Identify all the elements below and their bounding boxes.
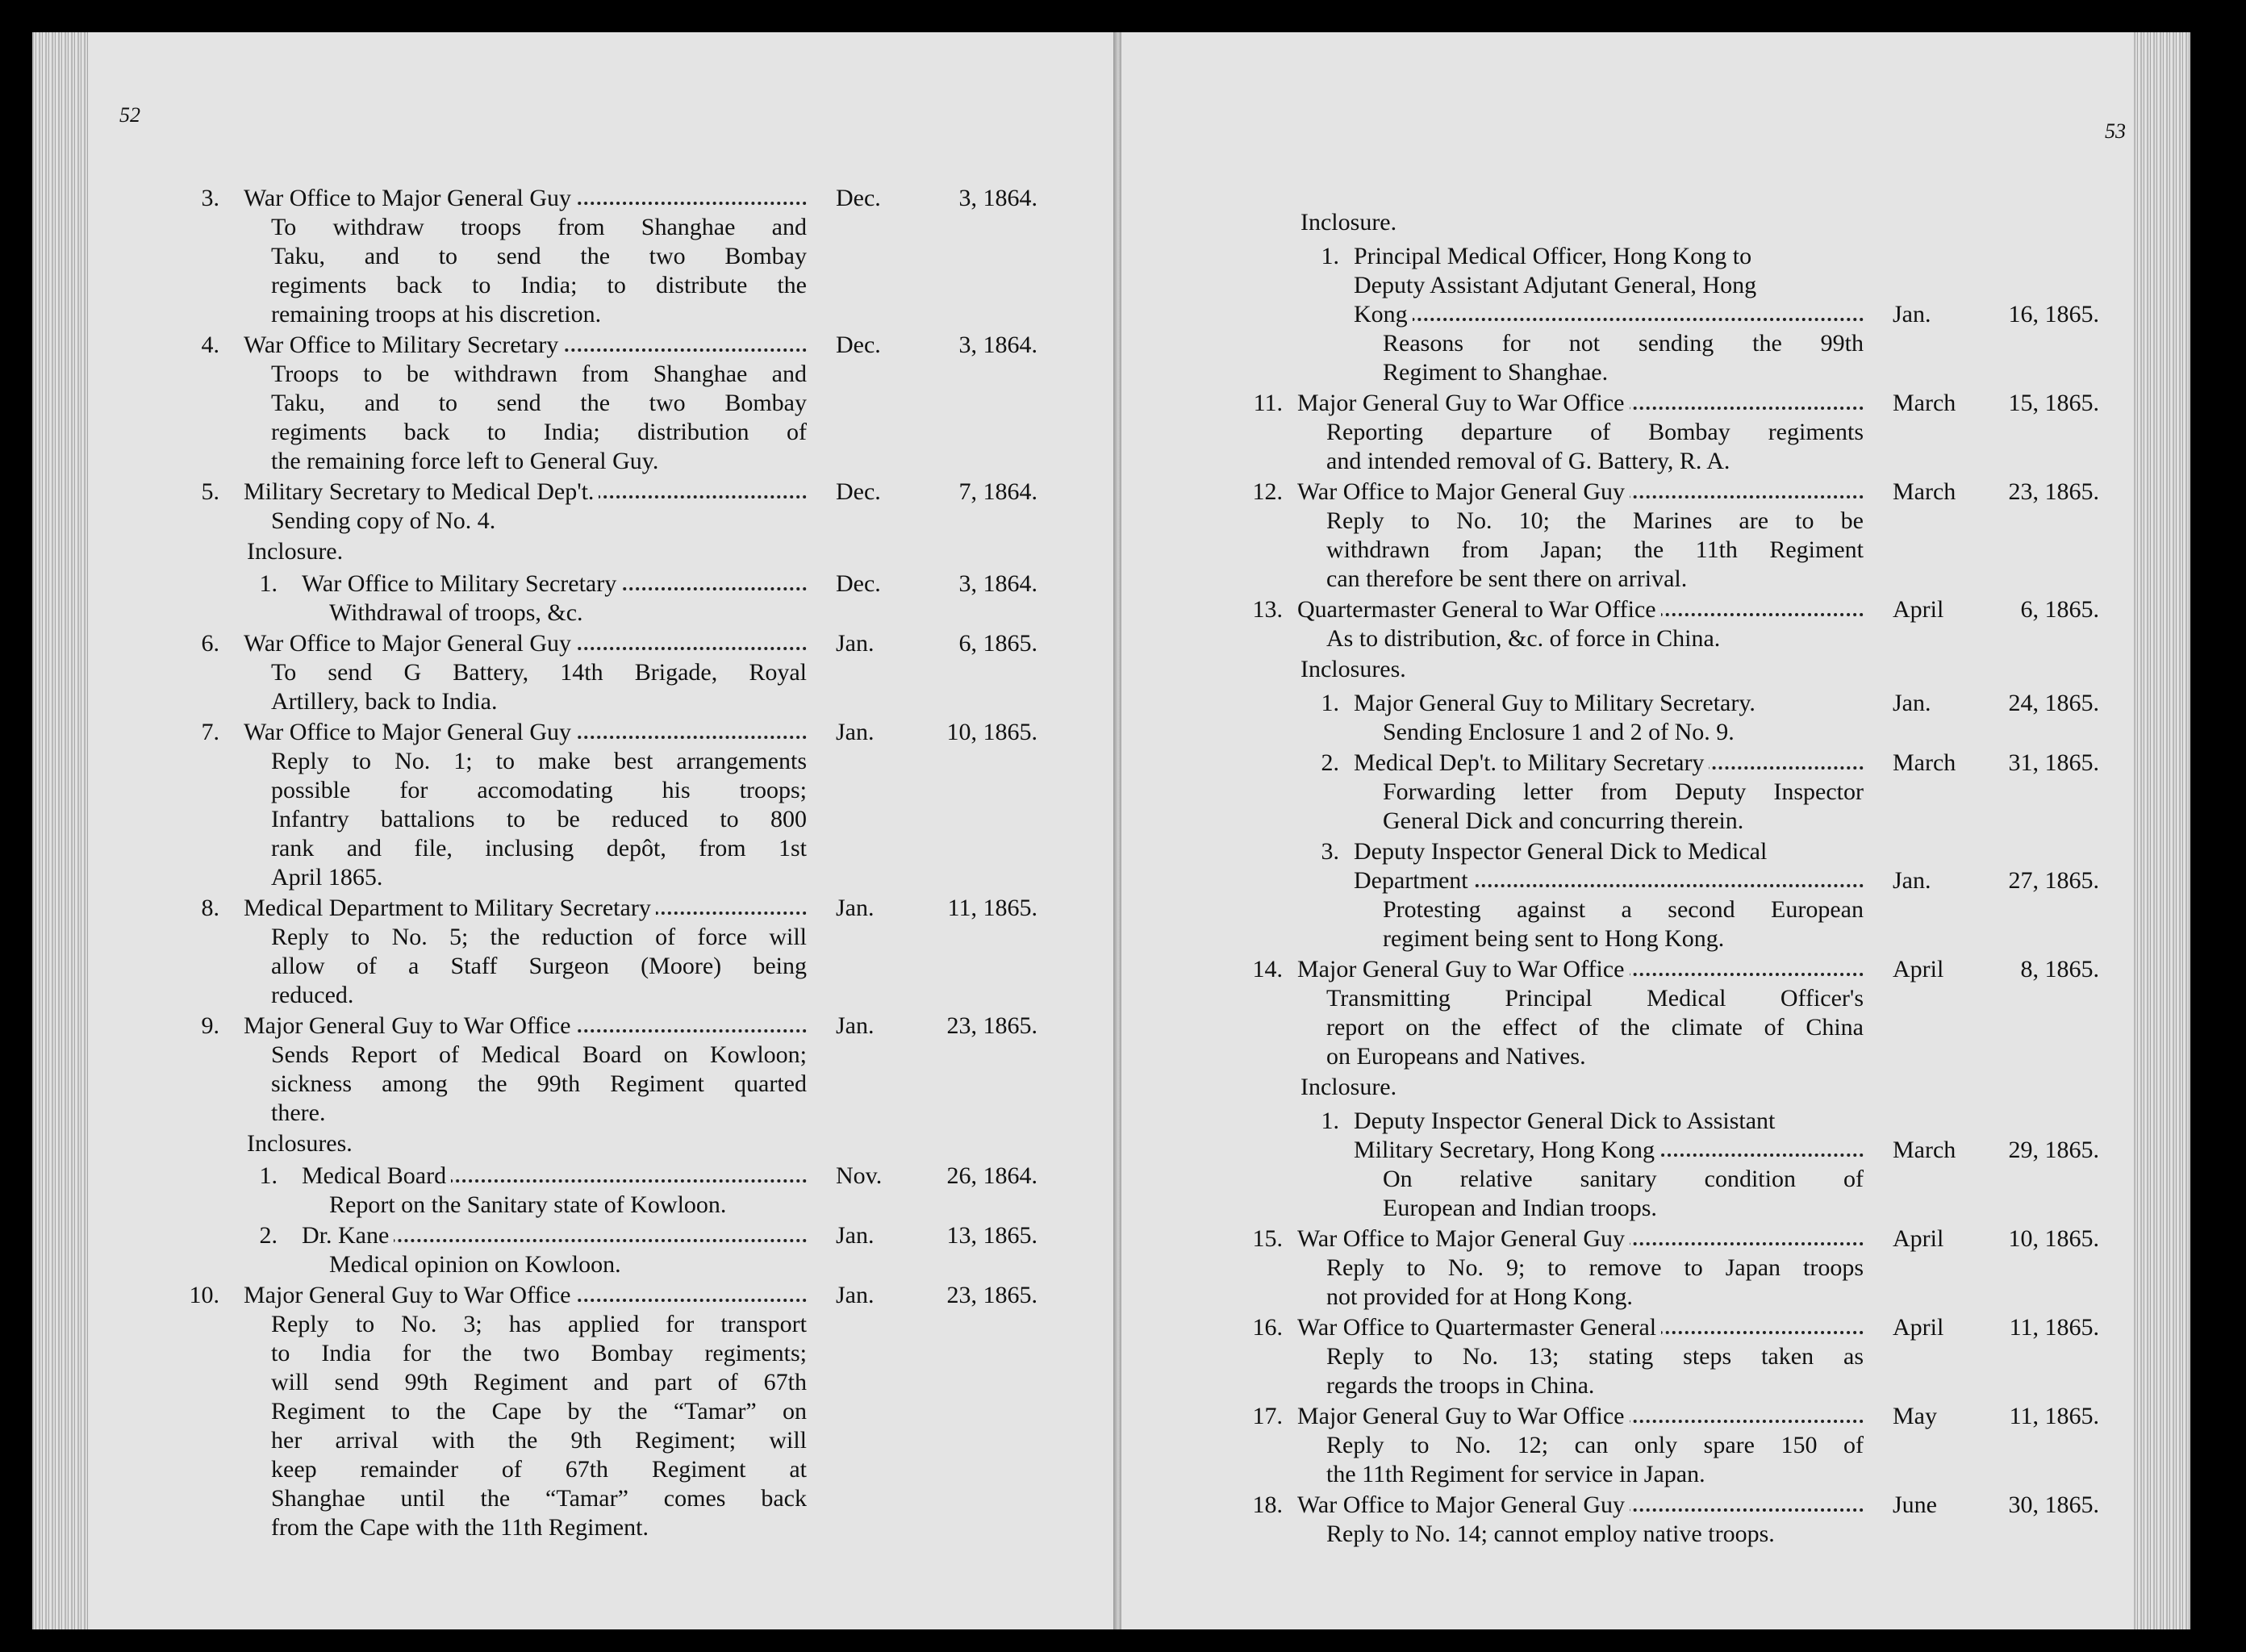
entry-description-line: European and Indian troops. — [1383, 1195, 1657, 1221]
entry-number: 2. — [1321, 749, 1339, 776]
entry-number: 1. — [1321, 243, 1339, 269]
entry-date-month: April — [1893, 956, 1944, 982]
entry-date-day: 3, 1864. — [958, 185, 1037, 211]
entry-title-line: Deputy Inspector General Dick to Assistant — [1354, 1108, 1776, 1134]
entry-title — [244, 478, 807, 507]
entry-description-line: and intended removal of G. Battery, R. A. — [1326, 448, 1730, 474]
inclosure-heading: Inclosure. — [247, 538, 344, 565]
entry-date-month: Jan. — [1893, 867, 1931, 894]
entry-title — [244, 331, 807, 360]
entry-date-month: March — [1893, 749, 1956, 776]
entry-description-line: Taku, and to send the two Bombay — [271, 243, 807, 269]
entry-description-line: her arrival with the 9th Regiment; will — [271, 1427, 807, 1454]
entry-title-text: War Office to Military Secretary — [244, 332, 563, 358]
entry-date-day: 23, 1865. — [946, 1012, 1037, 1039]
entry-date-month: Dec. — [836, 332, 881, 358]
entry-description-line: Reply to No. 12; can only spare 150 of — [1326, 1432, 1864, 1458]
entry-date-month: Jan. — [836, 719, 875, 745]
entry-date-month: Jan. — [836, 1282, 875, 1308]
entry-title — [244, 629, 807, 658]
entry-description-line: To send G Battery, 14th Brigade, Royal — [271, 659, 807, 686]
inclosure-heading: Inclosure. — [1300, 1074, 1397, 1100]
entry-title — [244, 1281, 807, 1310]
entry-number: 12. — [1252, 478, 1283, 505]
entry-date-month: April — [1893, 1314, 1944, 1341]
entry-description-line: On relative sanitary condition of — [1383, 1166, 1864, 1192]
entry-title — [1297, 1491, 1864, 1520]
entry-title-text: War Office to Major General Guy — [244, 630, 576, 657]
entry-title — [1297, 389, 1864, 418]
entry-title — [1354, 300, 1864, 329]
entry-description-line: Reply to No. 10; the Marines are to be — [1326, 507, 1864, 534]
entry-date-day: 23, 1865. — [2008, 478, 2099, 505]
entry-date-month: Dec. — [836, 570, 881, 597]
entry-description-line: regiments back to India; to distribute the — [271, 272, 807, 298]
entry-number: 2. — [259, 1222, 278, 1249]
entry-description-line: Regiment to Shanghae. — [1383, 359, 1609, 386]
entry-number: 7. — [201, 719, 219, 745]
entry-title-text: Major General Guy to War Office — [1297, 390, 1630, 416]
entry-date-day: 3, 1864. — [958, 332, 1037, 358]
entry-description-line: the remaining force left to General Guy. — [271, 448, 659, 474]
entry-title — [244, 894, 807, 923]
entry-title — [1354, 866, 1864, 895]
page-edge — [2134, 32, 2190, 1629]
entry-number: 17. — [1252, 1403, 1283, 1429]
entry-description-line: Sends Report of Medical Board on Kowloon; — [271, 1041, 807, 1068]
entry-date-month: April — [1893, 596, 1944, 623]
entry-title — [1354, 1136, 1864, 1165]
entry-date-month: Jan. — [1893, 301, 1931, 327]
entry-date-day: 27, 1865. — [2008, 867, 2099, 894]
entry-description-line: Protesting against a second European — [1383, 896, 1864, 923]
entry-title-text: Quartermaster General to War Office — [1297, 596, 1661, 623]
entry-title-text: Medical Department to Military Secretary — [244, 895, 656, 921]
entry-date-month: April — [1893, 1225, 1944, 1252]
entry-title — [1354, 749, 1864, 778]
entry-description-line: possible for accomodating his troops; — [271, 777, 807, 803]
entry-number: 1. — [1321, 1108, 1339, 1134]
entry-number: 1. — [259, 1162, 278, 1189]
entry-description-line: report on the effect of the climate of China — [1326, 1014, 1864, 1041]
entry-description-line: sickness among the 99th Regiment quarted — [271, 1070, 807, 1097]
entry-description-line: withdrawn from Japan; the 11th Regiment — [1326, 536, 1864, 563]
entry-description-line: April 1865. — [271, 864, 383, 891]
entry-description-line: Reply to No. 9; to remove to Japan troops — [1326, 1254, 1864, 1281]
entry-title-text: Medical Board — [302, 1162, 451, 1189]
entry-number: 16. — [1252, 1314, 1283, 1341]
entry-title — [1297, 1402, 1864, 1431]
entry-description-line: Reply to No. 14; cannot employ native troops. — [1326, 1521, 1775, 1547]
entry-description-line: Forwarding letter from Deputy Inspector — [1383, 778, 1864, 805]
entry-description-line: Reporting departure of Bombay regiments — [1326, 419, 1864, 445]
entry-date-month: Jan. — [1893, 690, 1931, 716]
entry-date-month: June — [1893, 1491, 1937, 1518]
entry-description-line: remaining troops at his discretion. — [271, 301, 602, 327]
entry-date-month: May — [1893, 1403, 1937, 1429]
entry-number: 8. — [201, 895, 219, 921]
entry-number: 1. — [259, 570, 278, 597]
entry-title-text: War Office to Major General Guy — [1297, 478, 1630, 505]
entry-description-line: rank and file, inclusing depôt, from 1st — [271, 835, 807, 861]
entry-date-day: 15, 1865. — [2008, 390, 2099, 416]
entry-title-text: Kong — [1354, 301, 1413, 327]
entry-date-month: Jan. — [836, 1222, 875, 1249]
entry-number: 3. — [1321, 838, 1339, 865]
entry-description-line: Infantry battalions to be reduced to 800 — [271, 806, 807, 832]
entry-description-line: As to distribution, &c. of force in China. — [1326, 625, 1721, 652]
entry-title-text: Major General Guy to War Office — [244, 1282, 576, 1308]
entry-description-line: Artillery, back to India. — [271, 688, 498, 715]
entry-title — [244, 184, 807, 213]
entry-description-line: Report on the Sanitary state of Kowloon. — [329, 1191, 727, 1218]
entry-description-line: regards the troops in China. — [1326, 1372, 1595, 1399]
entry-title — [1297, 1313, 1864, 1342]
entry-title — [302, 1221, 807, 1250]
entry-description-line: keep remainder of 67th Regiment at — [271, 1456, 807, 1483]
entry-date-month: Nov. — [836, 1162, 883, 1189]
entry-number: 13. — [1252, 596, 1283, 623]
inclosure-heading: Inclosure. — [1300, 209, 1397, 236]
entry-title-text: Dr. Kane — [302, 1222, 394, 1249]
entry-date-month: March — [1893, 478, 1956, 505]
entry-date-month: Jan. — [836, 895, 875, 921]
inclosure-heading: Inclosures. — [247, 1130, 353, 1157]
entry-title-text: Medical Dep't. to Military Secretary — [1354, 749, 1709, 776]
entry-title-text: Major General Guy to Military Secretary. — [1354, 690, 1760, 716]
entry-title — [1297, 955, 1864, 984]
entry-description-line: Reply to No. 13; stating steps taken as — [1326, 1343, 1864, 1370]
entry-description-line: there. — [271, 1099, 326, 1126]
entry-date-day: 11, 1865. — [2009, 1403, 2099, 1429]
entry-title — [1297, 478, 1864, 507]
entry-description-line: will send 99th Regiment and part of 67th — [271, 1369, 807, 1395]
entry-description-line: Shanghae until the “Tamar” comes back — [271, 1485, 807, 1512]
entry-description-line: to India for the two Bombay regiments; — [271, 1340, 807, 1366]
entry-date-day: 24, 1865. — [2008, 690, 2099, 716]
entry-date-day: 11, 1865. — [947, 895, 1037, 921]
entry-date-day: 6, 1865. — [2020, 596, 2099, 623]
entry-number: 18. — [1252, 1491, 1283, 1518]
entry-date-day: 29, 1865. — [2008, 1137, 2099, 1163]
entry-description-line: Medical opinion on Kowloon. — [329, 1251, 621, 1278]
entry-description-line: not provided for at Hong Kong. — [1326, 1283, 1633, 1310]
entry-number: 10. — [189, 1282, 219, 1308]
entry-title-text: Military Secretary to Medical Dep't. — [244, 478, 599, 505]
entry-description-line: regiment being sent to Hong Kong. — [1383, 925, 1725, 952]
entry-date-month: March — [1893, 390, 1956, 416]
entry-number: 5. — [201, 478, 219, 505]
entry-number: 15. — [1252, 1225, 1283, 1252]
entry-description-line: Sending copy of No. 4. — [271, 507, 496, 534]
entry-title-text: War Office to Major General Guy — [244, 185, 576, 211]
entry-number: 14. — [1252, 956, 1283, 982]
entry-date-day: 8, 1865. — [2020, 956, 2099, 982]
entry-title — [1297, 595, 1864, 624]
page-edge — [32, 32, 89, 1629]
entry-date-day: 31, 1865. — [2008, 749, 2099, 776]
entry-date-day: 10, 1865. — [946, 719, 1037, 745]
left-page — [32, 32, 1113, 1629]
entry-date-month: Dec. — [836, 478, 881, 505]
entry-description-line: Regiment to the Cape by the “Tamar” on — [271, 1398, 807, 1425]
entry-description-line: Sending Enclosure 1 and 2 of No. 9. — [1383, 719, 1735, 745]
entry-description-line: can therefore be sent there on arrival. — [1326, 565, 1688, 592]
entry-date-day: 3, 1864. — [958, 570, 1037, 597]
entry-number: 4. — [201, 332, 219, 358]
entry-description-line: from the Cape with the 11th Regiment. — [271, 1514, 649, 1541]
entry-title-text: War Office to Major General Guy — [244, 719, 576, 745]
entry-title — [244, 1012, 807, 1041]
entry-description-line: Reply to No. 5; the reduction of force will — [271, 924, 807, 950]
entry-title-text: Major General Guy to War Office — [1297, 956, 1630, 982]
entry-date-day: 6, 1865. — [958, 630, 1037, 657]
entry-description-line: the 11th Regiment for service in Japan. — [1326, 1461, 1705, 1487]
entry-date-month: Jan. — [836, 630, 875, 657]
inclosure-heading: Inclosures. — [1300, 656, 1406, 682]
entry-date-month: March — [1893, 1137, 1956, 1163]
entry-date-month: Dec. — [836, 185, 881, 211]
entry-title-text: Major General Guy to War Office — [244, 1012, 576, 1039]
entry-date-month: Jan. — [836, 1012, 875, 1039]
entry-description-line: General Dick and concurring therein. — [1383, 807, 1744, 834]
entry-description-line: Taku, and to send the two Bombay — [271, 390, 807, 416]
entry-description-line: on Europeans and Natives. — [1326, 1043, 1586, 1070]
entry-number: 3. — [201, 185, 219, 211]
entry-number: 9. — [201, 1012, 219, 1039]
entry-title-text: War Office to Major General Guy — [1297, 1491, 1630, 1518]
entry-date-day: 26, 1864. — [946, 1162, 1037, 1189]
entry-title-line: Principal Medical Officer, Hong Kong to — [1354, 243, 1752, 269]
entry-title-text: Military Secretary, Hong Kong — [1354, 1137, 1659, 1163]
entry-description-line: Withdrawal of troops, &c. — [329, 599, 583, 626]
entry-date-day: 13, 1865. — [946, 1222, 1037, 1249]
entry-number: 1. — [1321, 690, 1339, 716]
entry-title-text: Major General Guy to War Office — [1297, 1403, 1630, 1429]
entry-title-text: Department — [1354, 867, 1473, 894]
right-page — [1121, 32, 2190, 1629]
entry-title — [1297, 1224, 1864, 1254]
entry-title-line: Deputy Assistant Adjutant General, Hong — [1354, 272, 1757, 298]
entry-date-day: 7, 1864. — [958, 478, 1037, 505]
entry-title-text: War Office to Military Secretary — [302, 570, 621, 597]
page-number: 52 — [119, 103, 140, 127]
entry-description-line: Reasons for not sending the 99th — [1383, 330, 1864, 357]
page-number: 53 — [2105, 119, 2126, 143]
entry-description-line: regiments back to India; distribution of — [271, 419, 807, 445]
entry-date-day: 16, 1865. — [2008, 301, 2099, 327]
entry-title — [1354, 689, 1864, 718]
entry-title-text: War Office to Major General Guy — [1297, 1225, 1630, 1252]
entry-description-line: To withdraw troops from Shanghae and — [271, 214, 807, 240]
entry-title-text: War Office to Quartermaster General — [1297, 1314, 1661, 1341]
entry-description-line: Troops to be withdrawn from Shanghae and — [271, 361, 807, 387]
entry-description-line: reduced. — [271, 982, 354, 1008]
entry-description-line: Transmitting Principal Medical Officer's — [1326, 985, 1864, 1012]
entry-number: 6. — [201, 630, 219, 657]
entry-description-line: Reply to No. 3; has applied for transport — [271, 1311, 807, 1337]
entry-date-day: 10, 1865. — [2008, 1225, 2099, 1252]
entry-date-day: 11, 1865. — [2009, 1314, 2099, 1341]
entry-description-line: Reply to No. 1; to make best arrangements — [271, 748, 807, 774]
entry-title — [244, 718, 807, 747]
entry-title — [302, 569, 807, 599]
entry-date-day: 30, 1865. — [2008, 1491, 2099, 1518]
entry-title-line: Deputy Inspector General Dick to Medical — [1354, 838, 1768, 865]
entry-description-line: allow of a Staff Surgeon (Moore) being — [271, 953, 807, 979]
entry-number: 11. — [1253, 390, 1283, 416]
entry-date-day: 23, 1865. — [946, 1282, 1037, 1308]
entry-title — [302, 1162, 807, 1191]
